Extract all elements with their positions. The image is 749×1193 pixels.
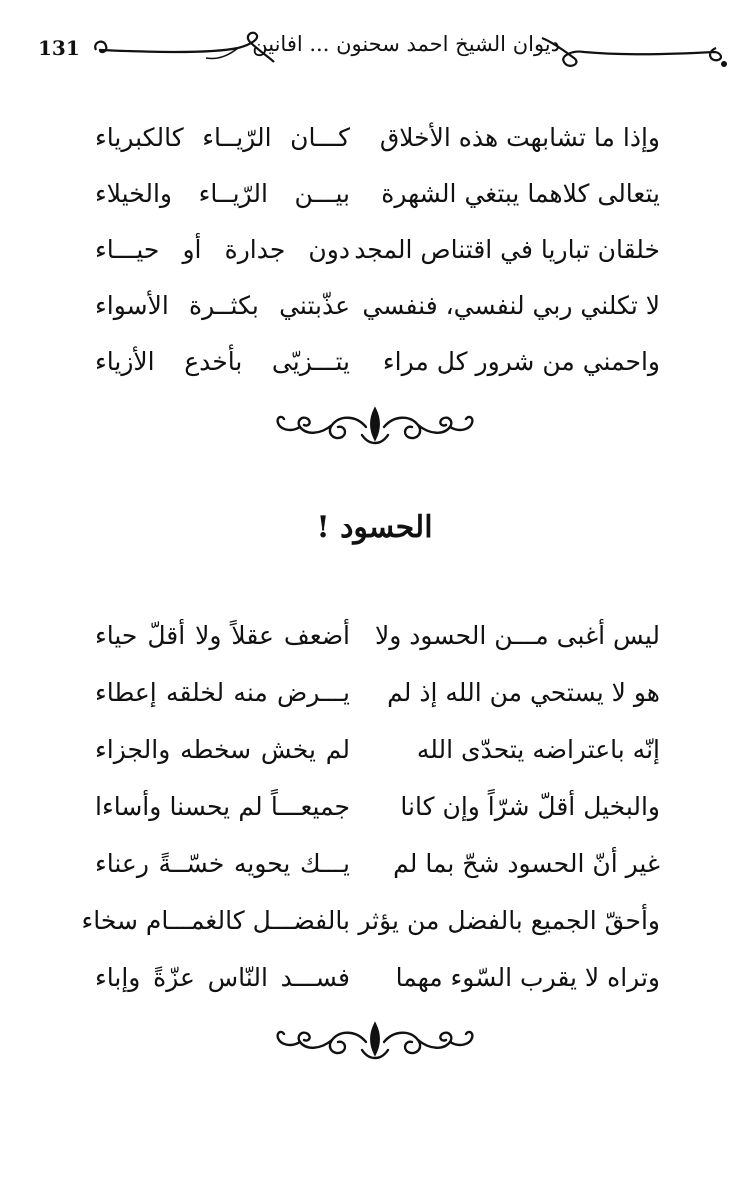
verse-second-hemistich: دون جدارة أو حيـــاء [95, 235, 350, 264]
verse-second-hemistich: فســـد النّاس عزّةً وإباء [95, 963, 350, 992]
header-swash-left-icon [88, 28, 278, 72]
verse [95, 174, 660, 230]
header-swash-right-icon [538, 28, 728, 72]
verse [95, 118, 660, 174]
page-header [30, 22, 719, 72]
page-number: 131 [38, 36, 80, 60]
verse [95, 844, 660, 901]
poem-continuation [95, 118, 660, 398]
verse [95, 286, 660, 342]
verse-second-hemistich: لم يخش سخطه والجزاء [95, 735, 350, 764]
verse [95, 616, 660, 673]
verse-first-hemistich: غير أنّ الحسود شحّ بما لم [393, 849, 660, 878]
fleuron-divider-icon [270, 405, 480, 447]
verse-first-hemistich: وأحقّ الجميع بالفضل من يؤثر [358, 906, 660, 935]
verse [95, 342, 660, 398]
poem-al-hasud [81, 616, 660, 1015]
verse-first-hemistich: واحمني من شرور كل مراء [382, 347, 660, 376]
verse-first-hemistich: هو لا يستحي من الله إذ لم [387, 678, 660, 707]
verse-second-hemistich: يـــرض منه لخلقه إعطاء [95, 678, 350, 707]
verse-second-hemistich: جميعـــاً لم يحسنا وأساءا [95, 792, 350, 821]
verse-first-hemistich: يتعالى كلاهما يبتغي الشهرة [381, 179, 660, 208]
verse-second-hemistich: يـــك يحويه خسّــةً رعناء [95, 849, 350, 878]
verse-first-hemistich: وإذا ما تشابهت هذه الأخلاق [379, 123, 660, 152]
verse-second-hemistich: بالفضـــل كالغمـــام سخاء [81, 906, 350, 935]
verse [95, 673, 660, 730]
verse-first-hemistich: لا تكلني ربي لنفسي، فنفسي [362, 291, 660, 320]
running-title: ديوان الشيخ احمد سحنون ... افانين [252, 32, 560, 56]
verse-first-hemistich: خلقان تباريا في اقتناص المجد [354, 235, 660, 264]
verse-first-hemistich: والبخيل أقلّ شرّاً وإن كانا [400, 792, 660, 821]
verse-first-hemistich: وتراه لا يقرب السّوء مهما [395, 963, 660, 992]
verse [95, 958, 660, 1015]
verse-first-hemistich: ليس أغبى مـــن الحسود ولا [375, 621, 660, 650]
verse [95, 230, 660, 286]
poem-title: الحسود ! [316, 510, 433, 545]
verse [95, 787, 660, 844]
verse-second-hemistich: أضعف عقلاً ولا أقلّ حياء [95, 621, 350, 650]
verse-second-hemistich: بيـــن الرّيــاء والخيلاء [95, 179, 350, 208]
verse [81, 901, 660, 958]
verse [95, 730, 660, 787]
verse-first-hemistich: إنّه باعتراضه يتحدّى الله [416, 735, 660, 764]
verse-second-hemistich: عذّبتني بكثــرة الأسواء [95, 291, 350, 320]
verse-second-hemistich: كـــان الرّيــاء كالكبرياء [95, 123, 350, 152]
verse-second-hemistich: يتـــزيّى بأخدع الأزياء [95, 347, 350, 376]
fleuron-divider-icon [270, 1020, 480, 1062]
